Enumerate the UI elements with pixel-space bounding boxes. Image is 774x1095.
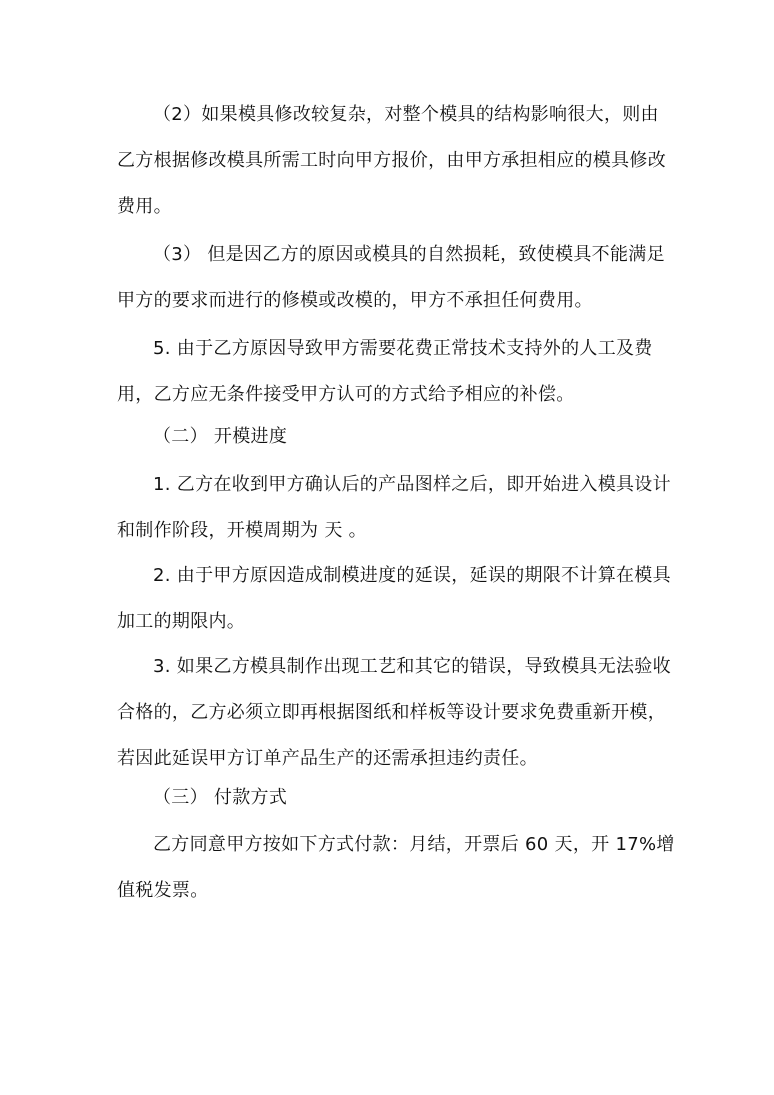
text-line: （二） 开模进度 [153,426,288,447]
paragraph-mold-modification-complex [117,92,666,230]
text-line: 和制作阶段，开模周期为 天 。 [117,520,367,541]
text-line: 2. 由于甲方原因造成制模进度的延误，延误的期限不计算在模具 [153,565,671,586]
text-line: 1. 乙方在收到甲方确认后的产品图样之后，即开始进入模具设计 [153,474,671,495]
text-line: （三） 付款方式 [153,787,288,808]
text-line: 甲方的要求而进行的修模或改模的，甲方不承担任何费用。 [117,290,593,311]
text-line: 3. 如果乙方模具制作出现工艺和其它的错误，导致模具无法验收 [153,656,671,677]
text-line: 5. 由于乙方原因导致甲方需要花费正常技术支持外的人工及费 [153,338,653,359]
text-line: （3） 但是因乙方的原因或模具的自然损耗，致使模具不能满足 [153,244,665,265]
paragraph-natural-wear [117,232,665,324]
text-line: 乙方同意甲方按如下方式付款：月结，开票后 60 天，开 17%增 [153,834,675,855]
section-heading-payment [117,775,662,821]
text-line: 费用。 [117,196,172,217]
paragraph-mold-cycle [117,462,671,554]
paragraph-compensation [117,326,662,418]
text-line: 合格的，乙方必须立即再根据图纸和样板等设计要求免费重新开模， [117,702,666,723]
text-line: 值税发票。 [117,880,209,901]
text-line: （2）如果模具修改较复杂，对整个模具的结构影响很大，则由 [153,104,659,125]
text-line: 加工的期限内。 [117,611,246,632]
text-line: 乙方根据修改模具所需工时向甲方报价，由甲方承担相应的模具修改 [117,150,666,171]
paragraph-rework-liability [117,644,671,782]
section-heading-mold-schedule [117,414,662,460]
text-line: 用，乙方应无条件接受甲方认可的方式给予相应的补偿。 [117,384,575,405]
paragraph-delay-by-party-a [117,553,671,645]
text-line: 若因此延误甲方订单产品生产的还需承担违约责任。 [117,748,538,769]
paragraph-payment-terms [117,822,675,914]
